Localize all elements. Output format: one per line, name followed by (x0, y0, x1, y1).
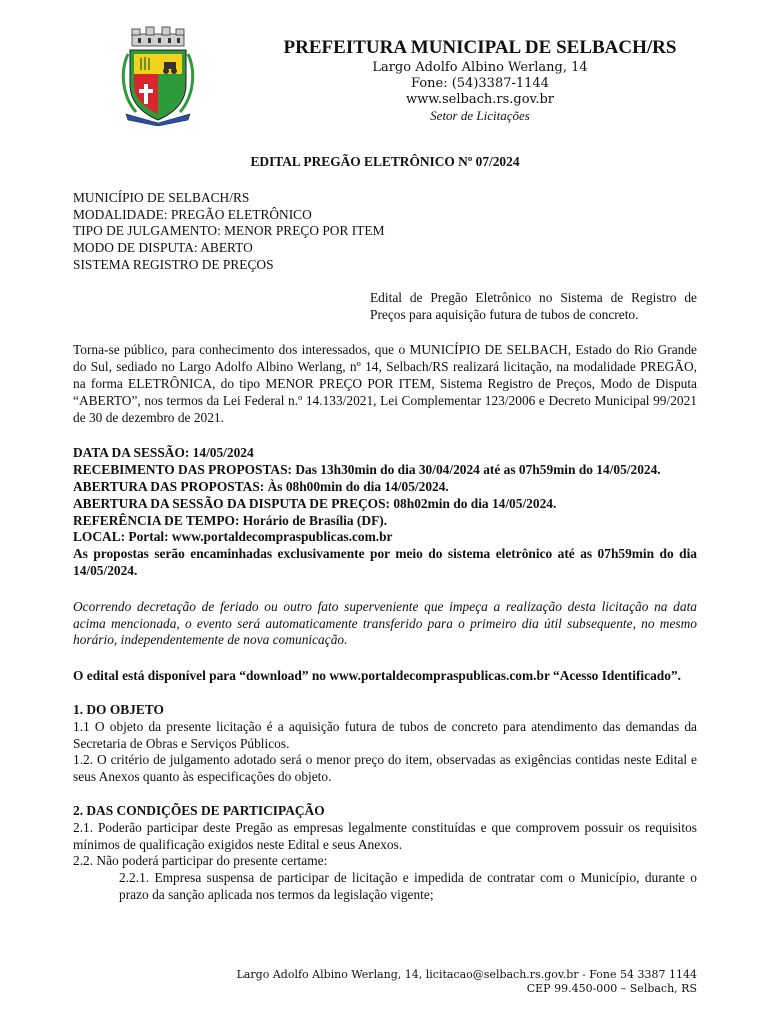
section-item: 1.1 O objeto da presente licitação é a aquisição futura de tubos de concreto para atendimento das demandas da Secretaria de Obras e Serviços Públicos. (73, 718, 697, 751)
municipal-crest (116, 26, 200, 126)
download-note: O edital está disponível para “download” no www.portaldecompraspublicas.com.br “Acesso Identificado”. (73, 668, 681, 684)
preamble-paragraph: Torna-se público, para conhecimento dos interessados, que o MUNICÍPIO DE SELBACH, Estado do Rio Grande do Sul, sediado no Largo Adolfo Albino Werlang, nº 14, Selbach/RS realizará licitação, na modalidade PREGÃO, na forma ELETRÔNICA, do tipo MENOR PREÇO POR ITEM, Sistema Registro de Preços, Modo de Disputa “ABERTO”, nos termos da Lei Federal n.º 14.133/2021, Lei Complementar 123/2006 e Decreto Municipal 99/2021 de 30 de dezembro de 2021. (73, 342, 697, 425)
letterhead (220, 36, 740, 124)
header-phone: Fone: (54)3387-1144 (411, 76, 549, 91)
session-info-block (73, 445, 697, 579)
edital-summary: Edital de Pregão Eletrônico no Sistema de Registro de Preços para aquisição futura de tubos de concreto. (370, 289, 697, 322)
intro-line: TIPO DE JULGAMENTO: MENOR PREÇO POR ITEM (73, 223, 385, 239)
header-sector: Setor de Licitações (430, 108, 530, 123)
intro-block (73, 190, 697, 274)
header-website: www.selbach.rs.gov.br (406, 92, 554, 107)
footer-contact: Largo Adolfo Albino Werlang, 14, licitacao@selbach.rs.gov.br - Fone 54 3387 1144 (236, 968, 697, 981)
intro-line: MODALIDADE: PREGÃO ELETRÔNICO (73, 206, 312, 222)
section-subitem: 2.2.1. Empresa suspensa de participar de licitação e impedida de contratar com o Município, durante o prazo da sanção aplicada nos termos da legislação vigente; (119, 870, 697, 902)
section-item: 1.2. O critério de julgamento adotado será o menor preço do item, observadas as exigências contidas neste Edital e seus Anexos quanto às especificações do objeto. (73, 752, 697, 785)
intro-line: MUNICÍPIO DE SELBACH/RS (73, 189, 250, 205)
intro-line: MODO DE DISPUTA: ABERTO (73, 240, 253, 256)
section-title: 1. DO OBJETO (73, 701, 164, 717)
section-item: 2.1. Poderão participar deste Pregão as empresas legalmente constituídas e que comprovem possuir os requisitos mínimos de qualificação exigidos neste Edital e seus Anexos. (73, 819, 697, 852)
session-info-line: REFERÊNCIA DE TEMPO: Horário de Brasília (DF). (73, 512, 388, 528)
session-info-line: ABERTURA DAS PROPOSTAS: Às 08h00min do dia 14/05/2024. (73, 478, 449, 494)
session-info-line: ABERTURA DA SESSÃO DA DISPUTA DE PREÇOS: 08h02min do dia 14/05/2024. (73, 495, 557, 511)
intro-line: SISTEMA REGISTRO DE PREÇOS (73, 256, 274, 272)
page-title: PREFEITURA MUNICIPAL DE SELBACH/RS (283, 37, 677, 58)
footer-cep: CEP 99.450-000 – Selbach, RS (526, 982, 697, 995)
holiday-note: Ocorrendo decretação de feriado ou outro fato superveniente que impeça a realização desta licitação na data acima mencionada, o evento será automaticamente transferido para o primeiro dia útil subsequente, no mesmo horário, independentemente de nova comunicação. (73, 598, 697, 648)
section-item: 2.2. Não poderá participar do presente certame: (73, 853, 328, 869)
document-title: EDITAL PREGÃO ELETRÔNICO Nº 07/2024 (250, 154, 520, 169)
session-info-line: LOCAL: Portal: www.portaldecompraspublicas.com.br (73, 529, 393, 545)
session-info-line: RECEBIMENTO DAS PROPOSTAS: Das 13h30min do dia 30/04/2024 até as 07h59min do 14/05/2024. (73, 462, 661, 478)
page-footer (200, 968, 697, 996)
session-info-line: DATA DA SESSÃO: 14/05/2024 (73, 445, 254, 461)
header-address: Largo Adolfo Albino Werlang, 14 (372, 60, 588, 75)
document-body (73, 154, 697, 904)
session-info-line: As propostas serão encaminhadas exclusivamente por meio do sistema eletrônico até as 07h59min do dia 14/05/2024. (73, 546, 697, 578)
section-title: 2. DAS CONDIÇÕES DE PARTICIPAÇÃO (73, 802, 325, 818)
